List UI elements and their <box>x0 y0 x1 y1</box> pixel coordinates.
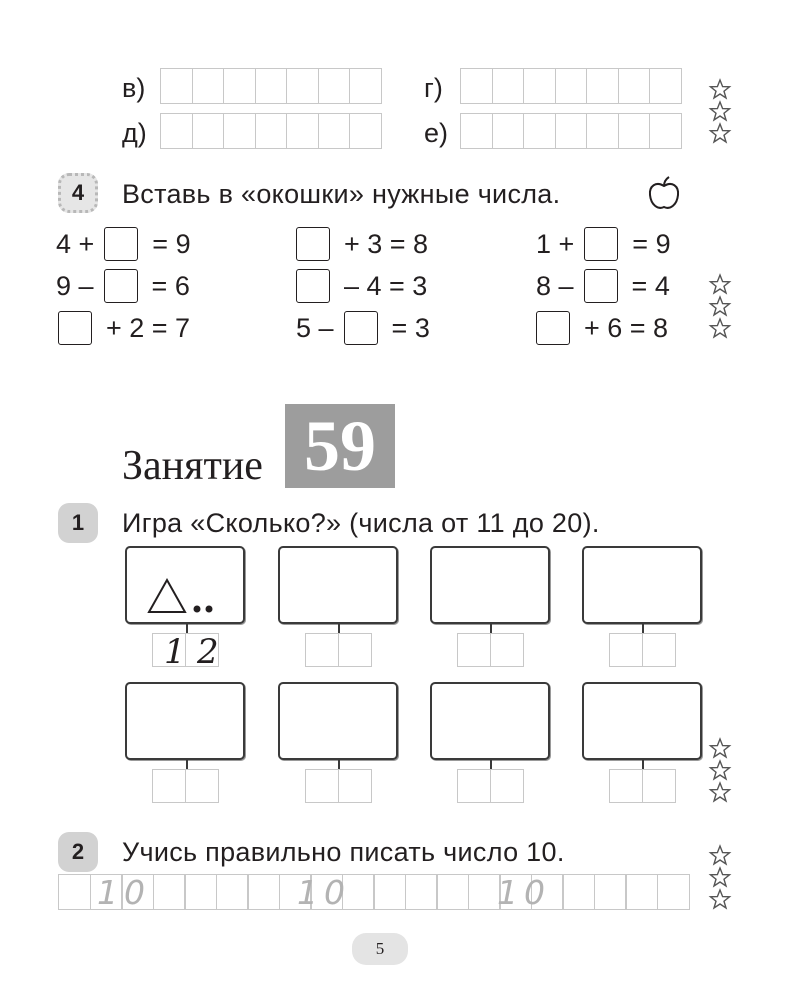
trace-number-3: 10 <box>497 873 551 912</box>
picture-frame <box>430 682 550 760</box>
answer-pair[interactable] <box>457 633 524 667</box>
answer-pair[interactable] <box>305 769 372 803</box>
equation-1: 4 + = 9 <box>56 224 191 264</box>
row-label-v: в) <box>122 73 146 103</box>
answer-strip-v[interactable] <box>160 68 382 104</box>
picture-frame <box>278 682 398 760</box>
answer-strip-g[interactable] <box>460 68 682 104</box>
page-number: 5 <box>352 933 408 965</box>
equation-3: 1 + = 9 <box>536 224 671 264</box>
answer-box[interactable] <box>104 269 138 303</box>
task-number-1: 1 <box>58 503 98 543</box>
example-digit-1: 1 <box>164 632 186 672</box>
lesson-title: Занятие <box>122 443 263 489</box>
row-label-g: г) <box>424 73 443 103</box>
answer-pair[interactable] <box>609 769 676 803</box>
row-label-e: е) <box>424 118 449 148</box>
star-icon <box>708 759 732 781</box>
star-icon <box>708 866 732 888</box>
equation-4: 9 – = 6 <box>56 266 190 306</box>
example-digit-2: 2 <box>197 632 219 672</box>
triangle-dots-icon <box>147 576 227 616</box>
picture-frame <box>278 546 398 624</box>
equation-5: – 4 = 3 <box>296 266 427 306</box>
answer-box[interactable] <box>58 311 92 345</box>
equation-7: + 2 = 7 <box>58 308 190 348</box>
star-icon <box>708 273 732 295</box>
picture-frame <box>125 546 245 624</box>
answer-box[interactable] <box>104 227 138 261</box>
task-4-text: Вставь в «окошки» нужные числа. <box>122 179 561 209</box>
star-icon <box>708 122 732 144</box>
task-2-text: Учись правильно писать число 10. <box>122 837 565 867</box>
difficulty-stars[interactable] <box>708 844 732 910</box>
star-icon <box>708 888 732 910</box>
equation-6: 8 – = 4 <box>536 266 670 306</box>
apple-icon <box>646 175 682 213</box>
difficulty-stars[interactable] <box>708 273 732 339</box>
task-number-2: 2 <box>58 832 98 872</box>
picture-frame <box>582 682 702 760</box>
star-icon <box>708 100 732 122</box>
trace-number-1: 10 <box>97 873 151 912</box>
star-icon <box>708 781 732 803</box>
trace-number-2: 10 <box>297 873 351 912</box>
star-icon <box>708 737 732 759</box>
equation-9: + 6 = 8 <box>536 308 668 348</box>
answer-box[interactable] <box>344 311 378 345</box>
picture-frame <box>582 546 702 624</box>
star-icon <box>708 317 732 339</box>
answer-strip-d[interactable] <box>160 113 382 149</box>
picture-frame <box>125 682 245 760</box>
answer-pair[interactable] <box>609 633 676 667</box>
answer-pair[interactable] <box>457 769 524 803</box>
answer-pair[interactable] <box>152 769 219 803</box>
row-label-d: д) <box>122 118 147 148</box>
lesson-number: 59 <box>285 404 395 488</box>
answer-strip-e[interactable] <box>460 113 682 149</box>
answer-pair[interactable] <box>305 633 372 667</box>
answer-box[interactable] <box>536 311 570 345</box>
answer-box[interactable] <box>296 269 330 303</box>
difficulty-stars[interactable] <box>708 78 732 144</box>
writing-line[interactable] <box>58 874 690 910</box>
answer-box[interactable] <box>584 227 618 261</box>
equation-2: + 3 = 8 <box>296 224 428 264</box>
picture-frame <box>430 546 550 624</box>
star-icon <box>708 295 732 317</box>
answer-box[interactable] <box>296 227 330 261</box>
star-icon <box>708 78 732 100</box>
difficulty-stars[interactable] <box>708 737 732 803</box>
star-icon <box>708 844 732 866</box>
task-number-4: 4 <box>58 173 98 213</box>
equation-8: 5 – = 3 <box>296 308 430 348</box>
task-1-text: Игра «Сколько?» (числа от 11 до 20). <box>122 508 600 538</box>
answer-box[interactable] <box>584 269 618 303</box>
